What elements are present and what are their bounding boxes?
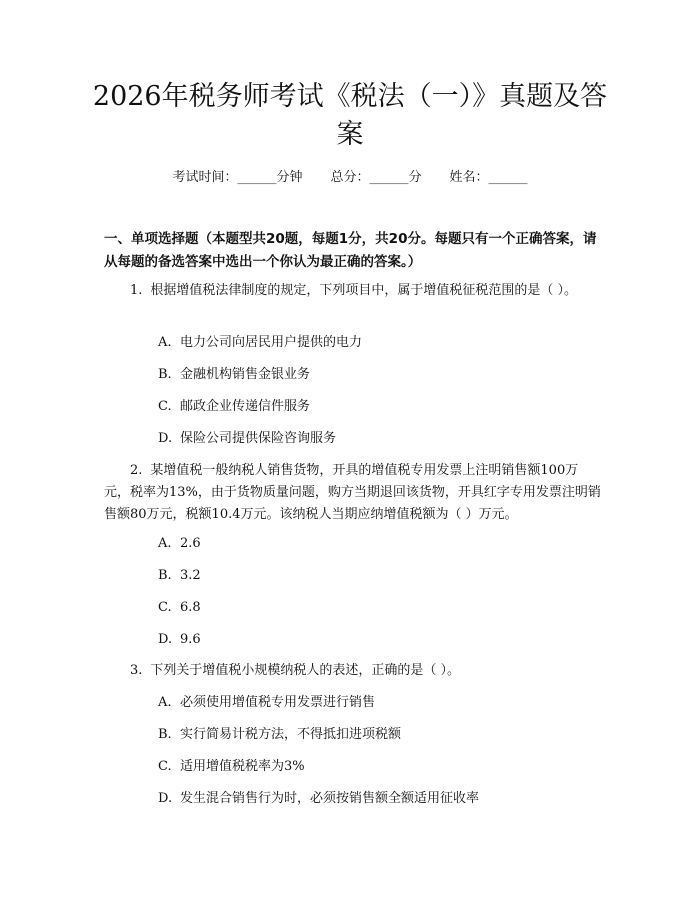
option-text: 实行简易计税方法，不得抵扣进项税额: [180, 727, 402, 742]
option-letter: A.: [158, 695, 172, 710]
option-3c: [158, 757, 598, 777]
exam-time-field: 考试时间：______分钟: [172, 170, 303, 185]
option-3a: [158, 693, 598, 713]
total-score-field: 总分：______分: [330, 170, 422, 185]
option-letter: B.: [158, 367, 172, 382]
section-heading: 一、单项选择题（本题型共20题，每题1分，共20分。每题只有一个正确答案，请从每题的备选答案中选出一个你认为最正确的答案。）: [104, 231, 597, 270]
option-letter: D.: [158, 431, 173, 446]
option-text: 电力公司向居民用户提供的电力: [180, 335, 363, 350]
question-text: 下列关于增值税小规模纳税人的表述，正确的是（ ）。: [150, 663, 461, 678]
question-number: 2.: [130, 463, 143, 478]
option-text: 6.8: [180, 600, 201, 615]
question-number: 1.: [130, 283, 143, 298]
option-2c: [158, 598, 598, 618]
page-title: 2026年税务师考试《税法（一）》真题及答案: [92, 81, 608, 150]
option-letter: D.: [158, 632, 173, 647]
option-1d: [158, 429, 598, 449]
option-text: 3.2: [180, 568, 201, 583]
option-letter: A.: [158, 335, 172, 350]
option-letter: C.: [158, 600, 172, 615]
option-text: 邮政企业传递信件服务: [180, 399, 311, 414]
option-3b: [158, 725, 598, 745]
option-text: 适用增值税税率为3%: [180, 759, 305, 774]
option-2b: [158, 566, 598, 586]
option-2d: [158, 630, 598, 650]
option-text: 必须使用增值税专用发票进行销售: [180, 695, 376, 710]
name-field: 姓名：______: [449, 170, 528, 185]
option-1a: [158, 333, 598, 353]
option-2a: [158, 534, 598, 554]
option-text: 9.6: [180, 632, 201, 647]
option-text: 保险公司提供保险咨询服务: [180, 431, 337, 446]
exam-info-line: [0, 168, 700, 188]
option-letter: C.: [158, 399, 172, 414]
option-1c: [158, 397, 598, 417]
question-1: [104, 280, 604, 302]
option-text: 金融机构销售金银业务: [180, 367, 311, 382]
question-number: 3.: [130, 663, 143, 678]
option-1b: [158, 365, 598, 385]
option-text: 2.6: [180, 536, 201, 551]
question-2: [104, 460, 604, 526]
question-text: 某增值税一般纳税人销售货物，开具的增值税专用发票上注明销售额100万元，税率为13%，由于货物质量问题，购方当期退回该货物，开具红字专用发票注明销售额80万元，税额10.4万元。该纳税人当期应纳增值税额为（ ）万元。: [104, 463, 601, 522]
question-3: [104, 660, 604, 682]
option-letter: B.: [158, 568, 172, 583]
option-letter: A.: [158, 536, 172, 551]
option-letter: C.: [158, 759, 172, 774]
option-text: 发生混合销售行为时，必须按销售额全额适用征收率: [180, 791, 480, 806]
option-3d: [158, 789, 598, 809]
option-letter: B.: [158, 727, 172, 742]
question-text: 根据增值税法律制度的规定，下列项目中，属于增值税征税范围的是（ ）。: [150, 283, 578, 298]
option-letter: D.: [158, 791, 173, 806]
